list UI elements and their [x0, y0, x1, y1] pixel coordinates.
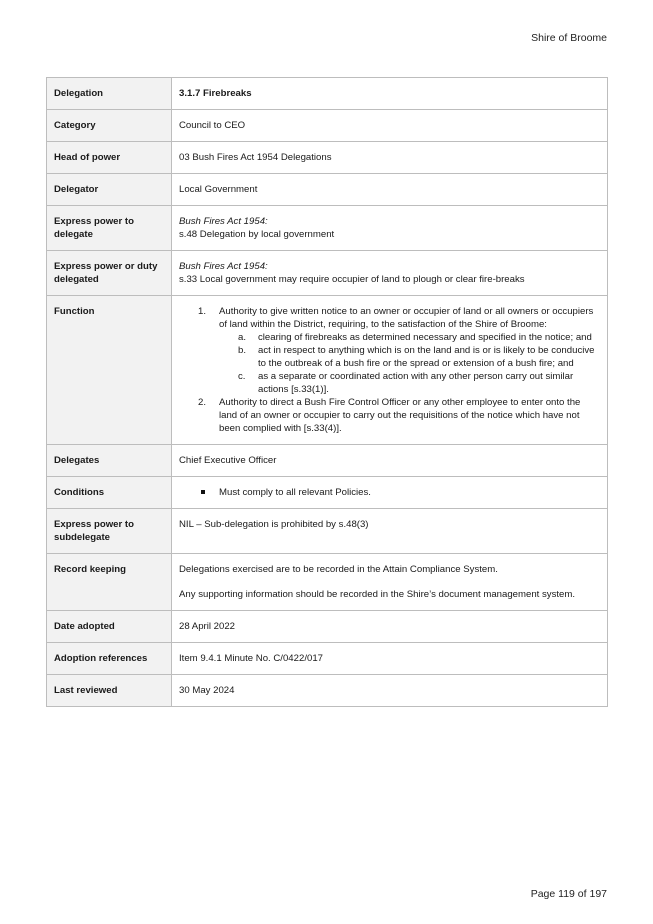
list-item [179, 305, 600, 396]
date-adopted-value: 28 April 2022 [172, 611, 608, 643]
sub-text: as a separate or coordinated action with any other person carry out similar actions [s.33(1)]. [258, 371, 574, 395]
act-name: Bush Fires Act 1954: [179, 261, 268, 272]
row-label: Express power or duty delegated [47, 251, 172, 296]
page-header-org: Shire of Broome [531, 32, 607, 44]
row-label: Delegates [47, 445, 172, 477]
row-label: Delegation [47, 78, 172, 110]
express-power-delegate-value [172, 206, 608, 251]
list-text: Authority to direct a Bush Fire Control Officer or any other employee to enter onto the land of an owner or occupier to carry out the requisitions of the notice which have not been complied with [s.33(4)]. [219, 397, 581, 434]
table-row [47, 509, 608, 554]
act-name: Bush Fires Act 1954: [179, 216, 268, 227]
record-keeping-line: Any supporting information should be recorded in the Shire’s document management system. [179, 589, 576, 600]
delegates-value: Chief Executive Officer [172, 445, 608, 477]
row-label: Head of power [47, 142, 172, 174]
sub-list [219, 331, 600, 396]
sub-text: act in respect to anything which is on the land and is or is likely to be conducive to the outbreak of a bush fire or the spread or extension of a bush fire; and [258, 345, 595, 369]
sub-letter: c. [238, 371, 246, 382]
record-keeping-line: Delegations exercised are to be recorded in the Attain Compliance System. [179, 564, 498, 575]
sub-list-item [219, 370, 600, 396]
function-value [172, 296, 608, 445]
table-row [47, 643, 608, 675]
list-number: 2. [198, 397, 207, 408]
square-bullet-icon [201, 490, 205, 494]
delegator-value: Local Government [172, 174, 608, 206]
head-of-power-value: 03 Bush Fires Act 1954 Delegations [172, 142, 608, 174]
delegation-title: 3.1.7 Firebreaks [172, 78, 608, 110]
sub-letter: a. [238, 332, 247, 343]
table-row [47, 174, 608, 206]
row-label: Conditions [47, 477, 172, 509]
act-section: s.48 Delegation by local government [179, 229, 335, 240]
last-reviewed-value: 30 May 2024 [172, 675, 608, 707]
function-list [179, 305, 600, 435]
row-label: Express power to delegate [47, 206, 172, 251]
sub-list-item [219, 344, 600, 370]
table-row [47, 445, 608, 477]
category-value: Council to CEO [172, 110, 608, 142]
sub-letter: b. [238, 345, 247, 356]
row-label: Last reviewed [47, 675, 172, 707]
express-power-duty-value [172, 251, 608, 296]
bullet-text: Must comply to all relevant Policies. [219, 487, 371, 498]
table-row [47, 142, 608, 174]
table-row [47, 78, 608, 110]
adoption-references-value: Item 9.4.1 Minute No. C/0422/017 [172, 643, 608, 675]
sub-list-item [219, 331, 600, 344]
table-row [47, 206, 608, 251]
row-label: Function [47, 296, 172, 445]
table-row [47, 251, 608, 296]
table-row [47, 477, 608, 509]
record-keeping-value [172, 554, 608, 611]
table-row [47, 675, 608, 707]
row-label: Express power to subdelegate [47, 509, 172, 554]
list-number: 1. [198, 306, 207, 317]
table-row [47, 110, 608, 142]
row-label: Record keeping [47, 554, 172, 611]
page-number: Page 119 of 197 [530, 888, 607, 900]
conditions-value [172, 477, 608, 509]
list-item [179, 396, 600, 435]
row-label: Category [47, 110, 172, 142]
subdelegate-value: NIL – Sub-delegation is prohibited by s.48(3) [172, 509, 608, 554]
list-text: Authority to give written notice to an owner or occupier of land or all owners or occupiers of land within the District, requiring, to the satisfaction of the Shire of Broome: [219, 306, 594, 330]
table-row [47, 296, 608, 445]
row-label: Delegator [47, 174, 172, 206]
act-section: s.33 Local government may require occupier of land to plough or clear fire-breaks [179, 274, 525, 285]
table-row [47, 611, 608, 643]
bullet-item [179, 486, 600, 499]
table-row [47, 554, 608, 611]
delegation-table [46, 77, 608, 707]
sub-text: clearing of firebreaks as determined necessary and specified in the notice; and [258, 332, 592, 343]
row-label: Adoption references [47, 643, 172, 675]
row-label: Date adopted [47, 611, 172, 643]
